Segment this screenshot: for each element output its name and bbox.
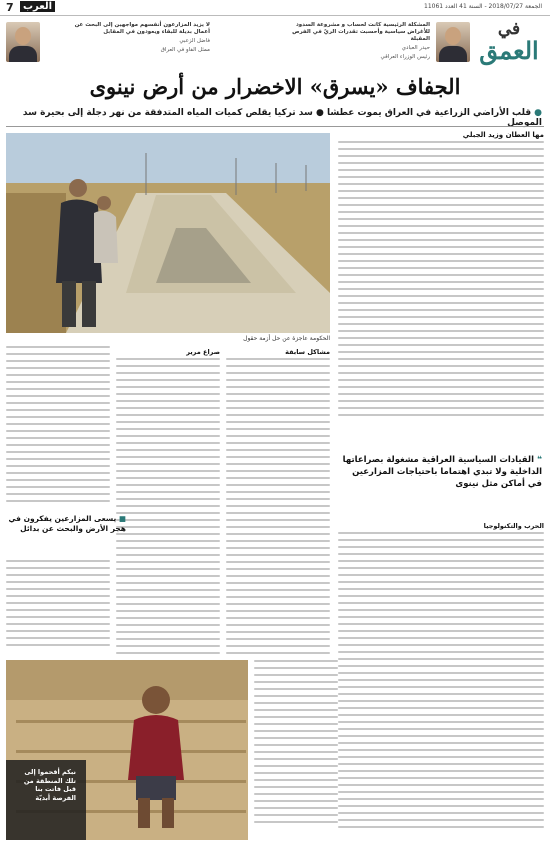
photo-caption: الحكومة عاجزة عن حل أزمة حقول [243, 335, 330, 342]
article-text [254, 660, 338, 823]
quote-name: فاضل الزعبي [179, 38, 210, 44]
avatar [436, 22, 470, 62]
article-text [6, 560, 110, 646]
section-name: العمق [479, 36, 539, 65]
section-subtitle: صراع مرير [186, 348, 220, 356]
bottom-photo-quote: نبكم أقحموا إلى تلك المنطقة من قبل فاتت بنا الفرصة أبديّة [23, 768, 76, 802]
subheadline-text: قلب الأراضي الزراعية في العراق يموت عطشا ● سد تركيا يقلص كميات المياه المتدفقة من نهر دجلة إلى بحيرة سد الموصل [22, 108, 542, 128]
quote-text: لا يزيد المزارعون أنفسهم مواجهين إلى البحث عن أعمال بديلة للبقاء ويعودون في المقابل [74, 22, 210, 35]
bullet-icon: ■ [118, 514, 126, 523]
byline: مها العطان وزيد الجبلي [462, 131, 544, 139]
dateline: الجمعة 2018/07/27 - السنة 41 العدد 11061 [424, 3, 542, 10]
child-field-illustration [6, 660, 248, 840]
pull-quote [342, 454, 542, 490]
section-prefix: في [497, 19, 521, 39]
canal-photo-illustration [6, 133, 330, 333]
bottom-photo [6, 660, 248, 840]
pull-quote-text: يسعى المزارعين يفكرون في هجر الأرض والبحث عن بدائل [8, 514, 126, 533]
bullet-icon: ● [534, 108, 542, 118]
paper-name: العرب [20, 1, 55, 12]
article-text [226, 358, 330, 654]
article-column [226, 346, 330, 658]
section-logo [474, 20, 544, 66]
quote-role: ممثل الفاو في العراق [160, 47, 210, 53]
header-quote [280, 22, 430, 66]
quote-mark-icon: ❝ [537, 455, 542, 465]
article-column [338, 520, 544, 836]
lead-column [338, 131, 544, 421]
article-column [6, 560, 110, 656]
article-text [338, 532, 544, 828]
subheadline [8, 108, 542, 128]
quote-name: حيدر العبادي [401, 45, 430, 51]
header-band [0, 18, 550, 68]
article-column [116, 346, 220, 658]
pull-quote-text: القيادات السياسية العراقية مشغولة بصراعاتها الداخلية ولا تبدي اهتماما باحتياجات المزارعين في أماكن مثل نينوى [342, 455, 542, 489]
article-column [254, 660, 338, 840]
headline: الجفاف «يسرق» الاخضرار من أرض نينوى [89, 74, 461, 99]
quote-text: المشكلة الرئيسية كانت لحساب و مشروعة السدود للأغراض سياسية وأحسبت تقدرات الريّ في الفرص المقبلة [292, 22, 430, 42]
page-number: 7 [6, 1, 14, 14]
article-column [6, 346, 110, 508]
section-subtitle: الحرب والتكنولوجيا [483, 522, 544, 530]
quote-role: رئيس الوزراء العراقي [380, 54, 430, 60]
article-text [338, 141, 544, 416]
header-quote [70, 22, 210, 66]
section-subtitle: مشاكل سابقة [285, 348, 330, 356]
divider [6, 126, 544, 127]
pull-quote [6, 514, 126, 534]
main-photo [6, 133, 330, 333]
article-text [6, 346, 110, 502]
top-bar [0, 0, 550, 16]
avatar [6, 22, 40, 62]
article-text [116, 358, 220, 654]
